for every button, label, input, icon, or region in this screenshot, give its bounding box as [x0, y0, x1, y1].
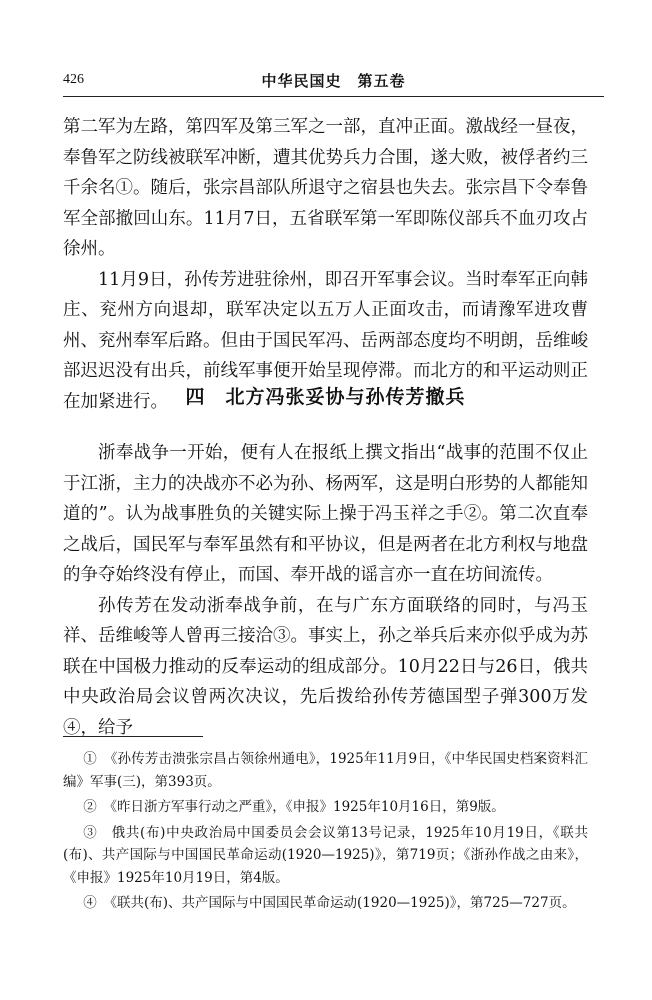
footnotes [63, 748, 588, 918]
footnote: ② 《昨日浙方军事行动之严重》，《申报》1925年10月16日，第9版。 [83, 799, 505, 815]
running-title: 中华民国史 第五卷 [261, 72, 406, 90]
page-header [63, 70, 604, 97]
paragraph: 第二军为左路，第四军及第三军之一部，直冲正面。激战经一昼夜，奉鲁军之防线被联军冲断，遭其优势兵力合围，遂大败，被俘者约三千余名①。随后，张宗昌部队所退守之宿县也失去。张宗昌下令奉鲁军全部撤回山东。11月7日，五省联军第一军即陈仪部兵不血刃攻占徐州。 [63, 117, 588, 259]
page-number: 426 [63, 72, 84, 87]
paragraph: 浙奉战争一开始，便有人在报纸上撰文指出“战事的范围不仅止于江浙，主力的决战亦不必为孙、杨两军，这是明白形势的人都能知道的”。认为战事胜负的关键实际上操于冯玉祥之手②。第二次直奉之战后，国民军与奉军虽然有和平协议，但是两者在北方利权与地盘的争夺始终没有停止，而国、奉开战的谣言亦一直在坊间流传。 [63, 443, 588, 585]
section-heading: 四 北方冯张妥协与孙传芳撤兵 [185, 386, 466, 408]
footnote: ③ 俄共(布)中央政治局中国委员会会议第13号记录，1925年10月19日，《联共(布)、共产国际与中国国民革命运动(1920—1925)》，第719页；《浙孙作战之由来》，《申报》1925年10月19日，第4版。 [63, 824, 588, 886]
body-text-bottom [63, 438, 588, 743]
paragraph: 孙传芳在发动浙奉战争前，在与广东方面联络的同时，与冯玉祥、岳维峻等人曾再三接洽③。事实上，孙之举兵后来亦似乎成为苏联在中国极力推动的反奉运动的组成部分。10月22日与26日，俄共中央政治局会议曾两次决议，先后拨给孙传芳德国型子弹300万发④，给予 [63, 595, 588, 738]
footnote: ④ 《联共(布)、共产国际与中国国民革命运动(1920—1925)》，第725—727页。 [83, 895, 576, 911]
footnote: ① 《孙传芳击溃张宗昌占领徐州通电》，1925年11月9日，《中华民国史档案资料汇编》军事(三)，第393页。 [63, 751, 588, 790]
body-text-top [63, 112, 588, 417]
footnote-divider [63, 736, 203, 737]
paragraph: 11月9日，孙传芳进驻徐州，即召开军事会议。当时奉军正向韩庄、兖州方向退却，联军决定以五万人正面攻击，而请豫军进攻曹州、兖州奉军后路。但由于国民军冯、岳两部态度均不明朗，岳维峻部迟迟没有出兵，前线军事便开始呈现停滞。而北方的和平运动则正在加紧进行。 [63, 269, 588, 412]
